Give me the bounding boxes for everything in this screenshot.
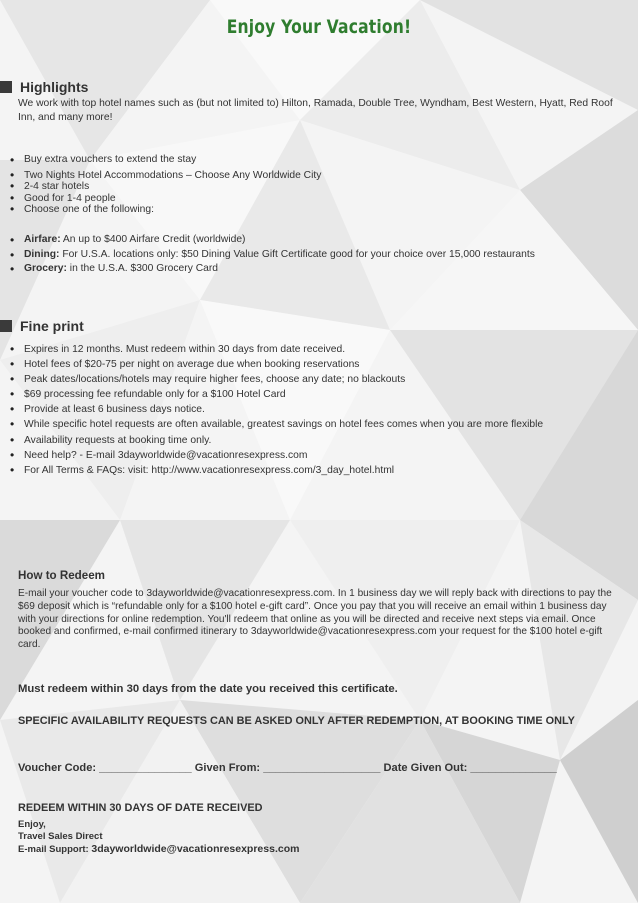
fine-print-list (10, 342, 543, 478)
list-item: • $69 processing fee refundable only for a $100 Hotel Card (10, 387, 286, 402)
option-dining: • Dining: For U.S.A. locations only: $50 Dining Value Gift Certificate good for your choice over 15,000 restaurants (10, 247, 535, 262)
bullet-icon: • (10, 432, 15, 447)
option-grocery: • Grocery: in the U.S.A. $300 Grocery Card (10, 262, 219, 277)
bullet-icon: • (10, 201, 15, 216)
list-item: • While specific hotel requests are often available, greatest savings on hotel fees comes when you are more flexible (10, 417, 544, 432)
list-item: • Need help? - E-mail 3dayworldwide@vacationresexpress.com (10, 447, 308, 462)
list-item: • Good for 1-4 people (10, 190, 116, 205)
fine-print-heading-label: Fine print (20, 318, 84, 334)
page-title: Enjoy Your Vacation! (226, 16, 412, 38)
bullet-icon: • (10, 372, 15, 387)
list-item: • Two Nights Hotel Accommodations – Choose Any Worldwide City (10, 168, 322, 182)
bullet-icon: • (10, 342, 15, 356)
bullet-icon: • (10, 447, 15, 462)
highlights-list (10, 170, 321, 215)
how-to-redeem-body: E-mail your voucher code to 3dayworldwide@vacationresexpress.com. In 1 business day we will reply back with directions to pay the $69 deposit which is “refundable only for a $100 hotel e-gift card”. Once you pay that you will receive an email within 1 business day with your directions for online redemption. You'll redeem that online as you will be directed and receive next steps via email. Once booked and confirmed, e-mail confirmed itinerary to 3dayworldwide@vacationresexpress.com your request for the $100 hotel e-gift card. (18, 588, 612, 651)
fine-print-heading (0, 318, 84, 334)
list-item: • Hotel fees of $20-75 per night on average due when booking reservations (10, 357, 360, 372)
highlights-heading (0, 79, 88, 95)
bullet-icon: • (10, 153, 15, 167)
support-line (18, 843, 299, 856)
bullet-icon: • (10, 462, 15, 477)
bullet-icon: • (10, 387, 15, 402)
highlights-heading-label: Highlights (20, 79, 89, 95)
list-item: • For All Terms & FAQs: visit: http://www.vacationresexpress.com/3_day_hotel.html (10, 462, 395, 477)
signature-block (18, 819, 299, 857)
enjoy-text: Enjoy, (18, 819, 46, 830)
voucher-fields-line: Voucher Code: _______________ Given From: ___________________ Date Given Out: ______________ (18, 762, 557, 774)
highlights-intro: We work with top hotel names such as (but not limited to) Hilton, Ramada, Double Tree, Wyndham, Best Western, Hyatt, Red Roof Inn, and many more! (18, 98, 613, 123)
square-bullet-icon (0, 320, 12, 332)
list-item: • Expires in 12 months. Must redeem within 30 days from date received. (10, 342, 346, 356)
bullet-icon: • (10, 357, 15, 372)
list-item: • Availability requests at booking time only. (10, 432, 212, 447)
bullet-icon: • (10, 247, 15, 262)
bullet-icon: • (10, 262, 15, 277)
list-item: • Buy extra vouchers to extend the stay (10, 153, 197, 167)
options-list (10, 233, 535, 277)
list-item: • Provide at least 6 business days notice. (10, 402, 205, 417)
option-airfare: • Airfare: An up to $400 Airfare Credit (worldwide) (10, 233, 246, 247)
square-bullet-icon (0, 81, 12, 93)
bullet-icon: • (10, 179, 15, 194)
highlights-list-extra (10, 153, 196, 168)
how-to-redeem-heading: How to Redeem (18, 569, 105, 582)
bullet-icon: • (10, 417, 15, 432)
must-redeem-notice: Must redeem within 30 days from the date you received this certificate. (18, 683, 398, 695)
list-item: • 2-4 star hotels (10, 179, 90, 194)
company-name: Travel Sales Direct (18, 831, 103, 843)
list-item: • Choose one of the following: (10, 201, 154, 216)
redeem-within-notice: REDEEM WITHIN 30 DAYS OF DATE RECEIVED (18, 802, 263, 814)
bullet-icon: • (10, 190, 15, 205)
bullet-icon: • (10, 233, 15, 247)
support-email: 3dayworldwide@vacationresexpress.com (91, 843, 300, 856)
bullet-icon: • (10, 168, 15, 182)
support-label: E-mail Support: (18, 844, 92, 856)
specific-requests-notice: SPECIFIC AVAILABILITY REQUESTS CAN BE ASKED ONLY AFTER REDEMPTION, AT BOOKING TIME ONLY (18, 715, 575, 727)
bullet-icon: • (10, 402, 15, 417)
list-item: • Peak dates/locations/hotels may require higher fees, choose any date; no blackouts (10, 372, 406, 387)
